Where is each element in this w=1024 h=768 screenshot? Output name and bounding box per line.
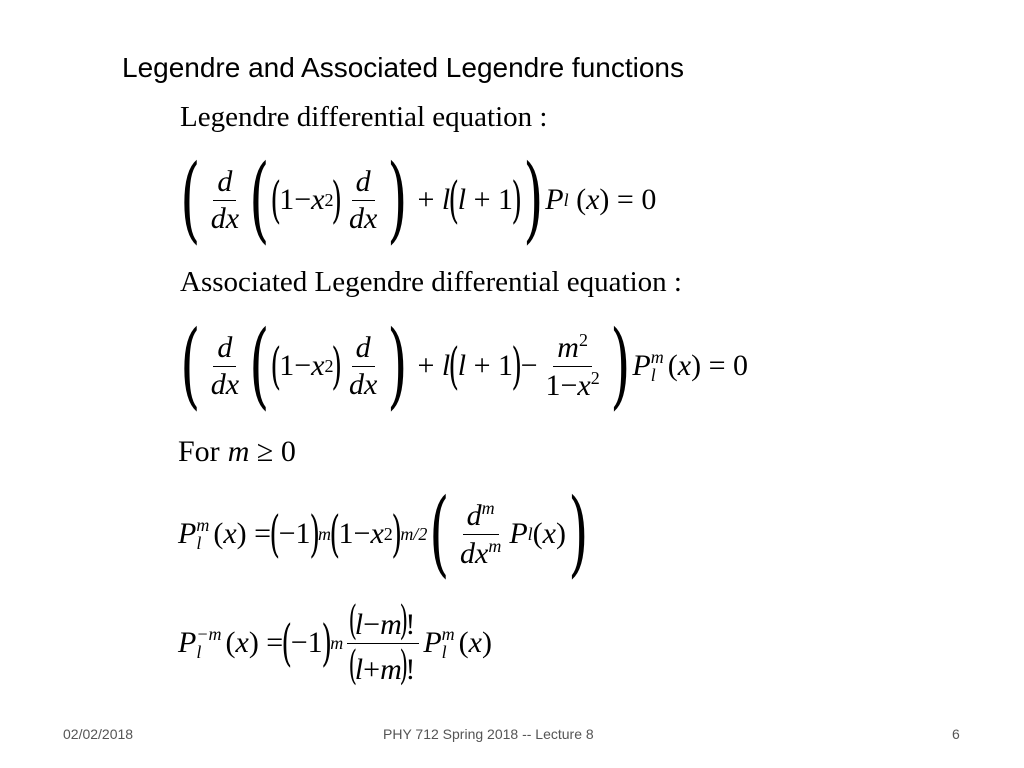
- rodrigues-formula: P m l ( x ) = ( −1 ) m ( 1− x 2 ) m/2 ( $\frac{d^m}{dx^m}$ P l ( x ) ): [178, 479, 589, 588]
- associated-equation-label: Associated Legendre differential equation :: [180, 266, 682, 298]
- footer-date: 02/02/2018: [63, 726, 134, 742]
- slide-title: Legendre and Associated Legendre functions: [122, 52, 684, 83]
- associated-legendre-equation: ( $\frac{d}{dx}$ ( ( 1− x 2 ) $\frac{d}{dx}$ ) + l ( l + 1 ) − $\frac{m^2}{1-x^2}$ ) P m l ( x ) = 0: [180, 311, 748, 420]
- footer-page-number: 6: [952, 726, 960, 742]
- negative-m-relation: P −m l ( x ) = ( −1 ) m $\frac{(l-m)!}{(l+m)!}$ P m l ( x ): [178, 597, 492, 689]
- condition-line: For m ≥ 0: [178, 435, 296, 468]
- legendre-equation-label: Legendre differential equation :: [180, 101, 548, 133]
- legendre-equation: ( $\frac{d}{dx}$ ( ( 1− x 2 ) $\frac{d}{dx}$ ) + l ( l + 1 ) ) P l ( x ) = 0: [180, 145, 657, 254]
- for-label: For: [178, 435, 220, 468]
- footer-course: PHY 712 Spring 2018 -- Lecture 8: [383, 726, 594, 742]
